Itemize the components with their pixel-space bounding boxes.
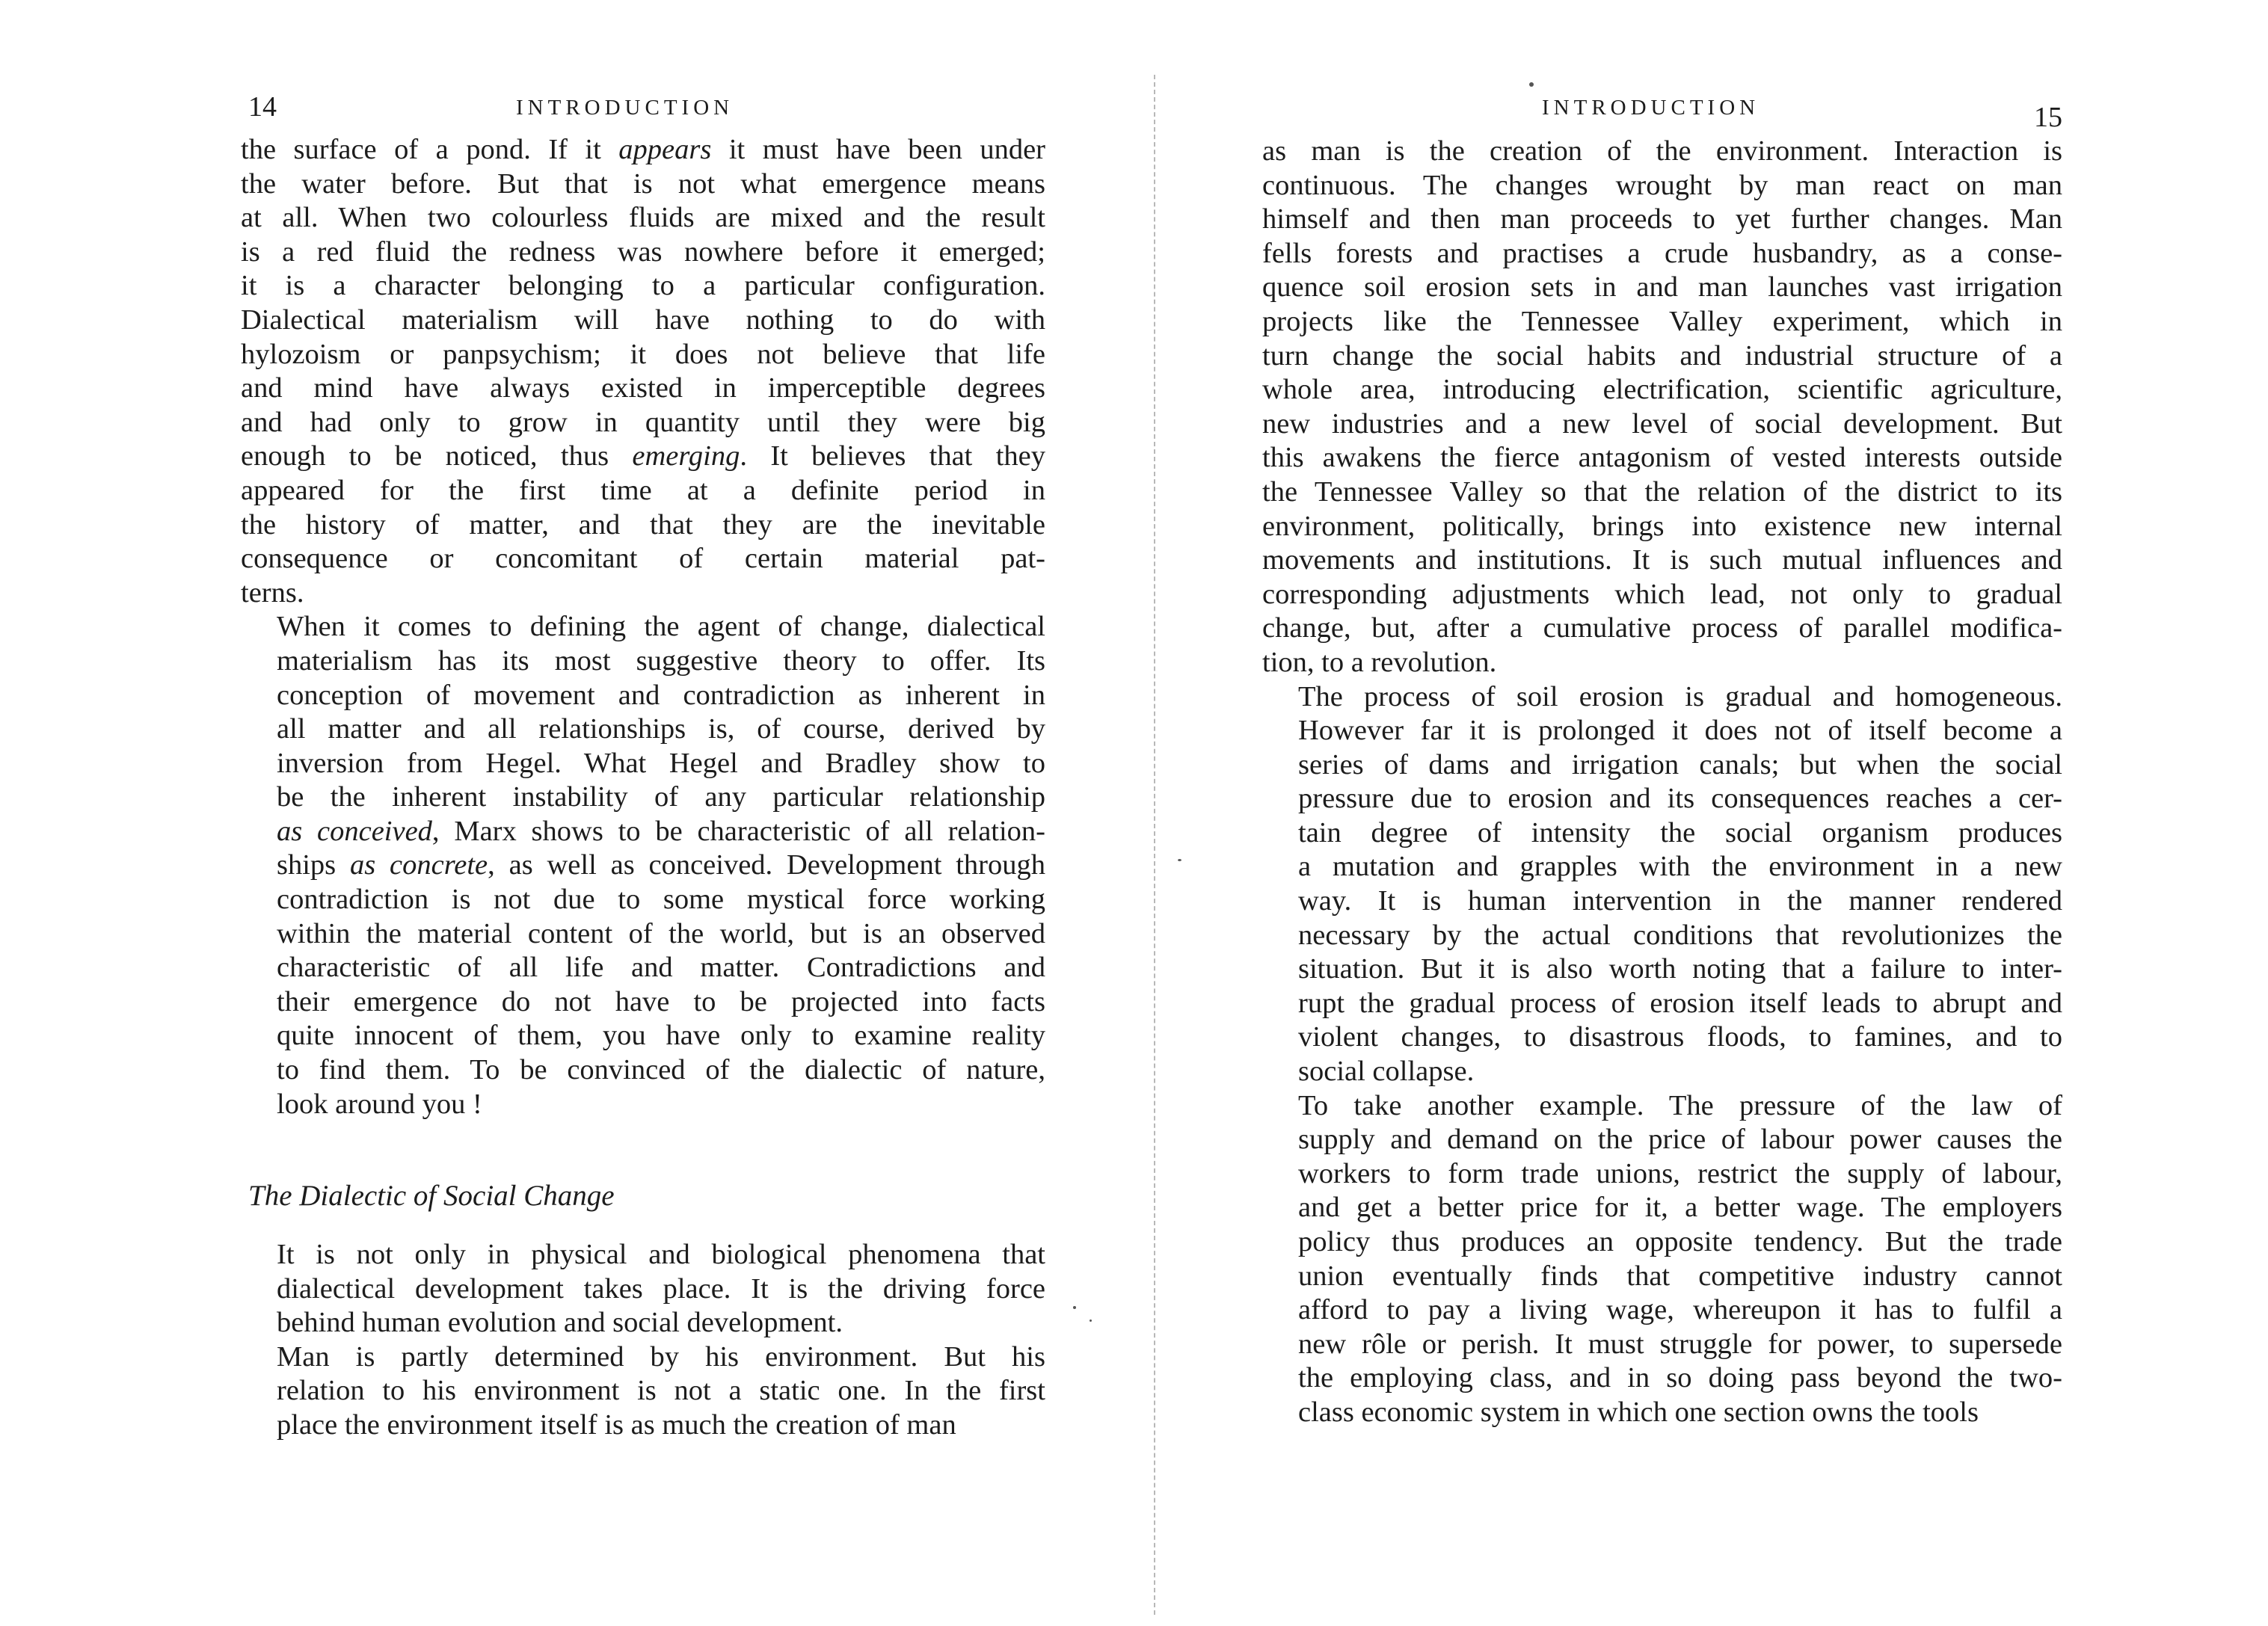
paragraph [1262, 1089, 2062, 1430]
text-line: and had only to grow in quantity until they were big [241, 406, 1045, 438]
text-line: relation to his environment is not a static one. In the first [277, 1375, 1045, 1407]
text-line: is a red fluid the redness was nowhere before it emerged; [241, 235, 1045, 268]
scan-speck [1073, 1306, 1076, 1309]
text-line: fells forests and practises a crude husbandry, as a conse- [1262, 237, 2062, 269]
italic-text: as conceived [277, 815, 432, 847]
italic-text: as concrete [349, 849, 488, 881]
text-line: it is a character belonging to a particular configuration. [241, 270, 1045, 302]
text-line: projects like the Tennessee Valley experiment, which in [1262, 305, 2062, 337]
text-line: pressure due to erosion and its consequences reaches a cer- [1298, 783, 2062, 815]
paragraph [241, 133, 1045, 610]
book-gutter [1154, 75, 1155, 1615]
body-text [241, 133, 1045, 1121]
text-line: contradiction is not due to some mystical force working [277, 884, 1045, 916]
text-line: new industries and a new level of social development. But [1262, 407, 2062, 440]
text-line: However far it is prolonged it does not of itself become a [1298, 715, 2062, 747]
text-line: place the environment itself is as much the creation of man [277, 1408, 956, 1441]
text-line: Dialectical materialism will have nothing to do with [241, 304, 1045, 336]
text-line: The process of soil erosion is gradual and homogeneous. [1298, 680, 2062, 712]
scan-speck [1090, 1319, 1092, 1322]
text-line: look around you ! [277, 1088, 482, 1120]
running-head-title: INTRODUCTION [1542, 96, 1760, 120]
italic-text: appears [618, 134, 712, 165]
text-line: quite innocent of them, you have only to examine reality [277, 1020, 1045, 1052]
text-line: movements and institutions. It is such mutual influences and [1262, 544, 2062, 576]
running-head-left [241, 88, 1045, 126]
text-line: the employing class, and in so doing pass beyond the two- [1298, 1362, 2062, 1394]
text-line: enough to be noticed, thus emerging. It believes that they [241, 440, 1045, 472]
text-line: the Tennessee Valley so that the relation of the district to its [1262, 475, 2062, 508]
text-line: quence soil erosion sets in and man launches vast irrigation [1262, 271, 2062, 304]
paragraph [1262, 680, 2062, 1089]
section-heading: The Dialectic of Social Change [248, 1180, 615, 1212]
page-number: 14 [248, 91, 277, 123]
text-line: at all. When two colourless fluids are mixed and the result [241, 202, 1045, 234]
text-line: to find them. To be convinced of the dialectic of nature, [277, 1054, 1045, 1086]
text-line: hylozoism or panpsychism; it does not believe that life [241, 338, 1045, 370]
text-line: consequence or concomitant of certain material pat- [241, 543, 1045, 575]
text-line: turn change the social habits and industrial structure of a [1262, 339, 2062, 372]
text-line: terns. [241, 576, 304, 609]
text-line: be the inherent instability of any particular relationship [277, 781, 1045, 813]
text-line: To take another example. The pressure of the law of [1298, 1089, 2062, 1121]
running-head-right [1262, 88, 2062, 133]
paragraph [241, 1238, 1045, 1340]
text-line: social collapse. [1298, 1056, 1475, 1088]
text-line: tain degree of intensity the social organism produces [1298, 816, 2062, 849]
text-line: afford to pay a living wage, whereupon it has to fulfil a [1298, 1294, 2062, 1326]
paragraph [241, 1340, 1045, 1443]
text-line: the water before. But that is not what emergence means [241, 167, 1045, 200]
text-line: inversion from Hegel. What Hegel and Bradley show to [277, 747, 1045, 779]
text-line: as man is the creation of the environment. Interaction is [1262, 135, 2062, 167]
text-line: necessary by the actual conditions that revolutionizes the [1298, 919, 2062, 951]
paragraph [1262, 135, 2062, 680]
text-line: class economic system in which one section owns the tools [1298, 1396, 1979, 1428]
page-number: 15 [2034, 102, 2062, 133]
text-line: a mutation and grapples with the environment in a new [1298, 851, 2062, 883]
text-line: as conceived, Marx shows to be characteristic of all relation- [277, 815, 1046, 847]
text-line: the surface of a pond. If it appears it must have been under [241, 134, 1045, 165]
text-line: appeared for the first time at a definite period in [241, 474, 1045, 506]
text-line: environment, politically, brings into existence new internal [1262, 510, 2062, 542]
text-line: series of dams and irrigation canals; but when the social [1298, 748, 2062, 780]
text-line: workers to form trade unions, restrict the supply of labour, [1298, 1157, 2062, 1189]
text-line: When it comes to defining the agent of change, dialectical [277, 611, 1045, 643]
paragraph [241, 610, 1045, 1121]
running-head-title: INTRODUCTION [516, 96, 734, 120]
text-line: the history of matter, and that they are the inevitable [241, 508, 1045, 541]
text-line: ships as concrete, as well as conceived. Development through [277, 849, 1045, 881]
text-line: conception of movement and contradiction as inherent in [277, 679, 1045, 711]
text-line: characteristic of all life and matter. Contradictions and [277, 952, 1045, 984]
text-line: and mind have always existed in imperceptible degrees [241, 372, 1045, 404]
text-line: change, but, after a cumulative process of parallel modifica- [1262, 612, 2062, 644]
text-line: dialectical development takes place. It is the driving force [277, 1272, 1045, 1305]
text-line: way. It is human intervention in the manner rendered [1298, 885, 2062, 917]
scan-speck [1529, 82, 1534, 87]
text-line: violent changes, to disastrous floods, to famines, and to [1298, 1021, 2062, 1053]
text-line: It is not only in physical and biological phenomena that [277, 1239, 1045, 1270]
text-line: materialism has its most suggestive theory to offer. Its [277, 644, 1045, 677]
text-line: rupt the gradual process of erosion itself leads to abrupt and [1298, 987, 2062, 1019]
section-body-text [241, 1238, 1045, 1443]
text-line: himself and then man proceeds to yet further changes. Man [1262, 203, 2062, 235]
text-line: situation. But it is also worth noting that a failure to inter- [1298, 953, 2062, 985]
text-line: tion, to a revolution. [1262, 646, 1497, 678]
text-line: policy thus produces an opposite tendency. But the trade [1298, 1226, 2062, 1257]
text-line: behind human evolution and social development. [277, 1307, 843, 1339]
text-line: continuous. The changes wrought by man react on man [1262, 169, 2062, 201]
text-line: whole area, introducing electrification, scientific agriculture, [1262, 374, 2062, 406]
text-line: this awakens the fierce antagonism of vested interests outside [1262, 442, 2062, 474]
text-line: Man is partly determined by his environment. But his [277, 1340, 1045, 1373]
scan-speck [1178, 859, 1181, 861]
text-line: supply and demand on the price of labour power causes the [1298, 1124, 2062, 1156]
text-line: all matter and all relationships is, of course, derived by [277, 713, 1045, 745]
text-line: within the material content of the world, but is an observed [277, 917, 1045, 949]
text-line: new rôle or perish. It must struggle for power, to supersede [1298, 1328, 2062, 1360]
italic-text: emerging [632, 440, 740, 472]
text-line: union eventually finds that competitive industry cannot [1298, 1260, 2062, 1292]
body-text [1262, 135, 2062, 1430]
text-line: corresponding adjustments which lead, not only to gradual [1262, 578, 2062, 610]
text-line: their emergence do not have to be projected into facts [277, 985, 1045, 1017]
text-line: and get a better price for it, a better wage. The employers [1298, 1192, 2062, 1224]
